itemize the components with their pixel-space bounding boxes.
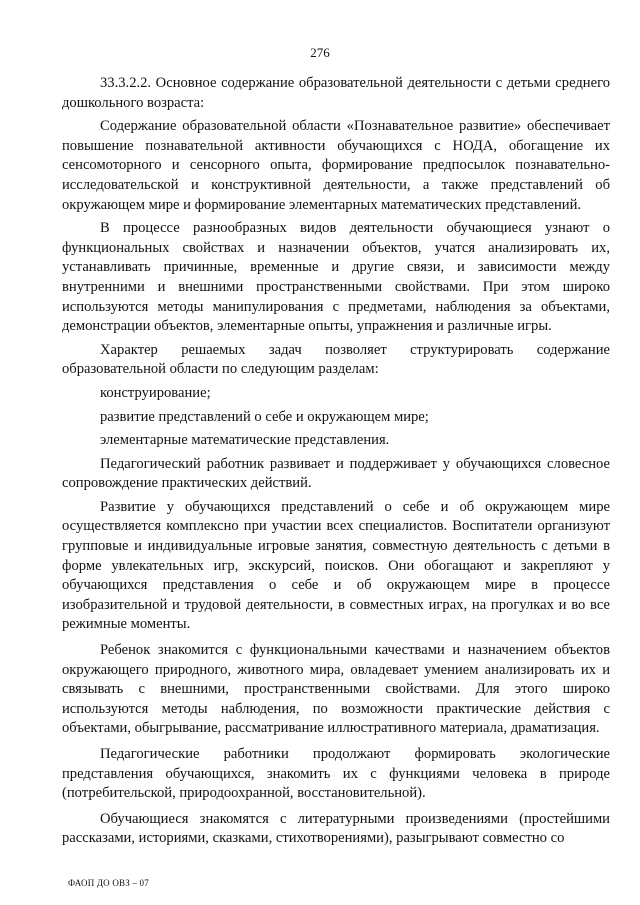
list-item: элементарные математические представления. <box>100 432 390 449</box>
body-paragraph: Обучающиеся знакомятся с литературными произведениями (простейшими рассказами, историями, сказками, стихотворениями), разыгрывают совместно со <box>62 810 610 847</box>
document-body <box>62 74 610 849</box>
list-item: развитие представлений о себе и окружающем мире; <box>100 408 429 425</box>
body-paragraph: В процессе разнообразных видов деятельности обучающиеся узнают о функциональных свойствах и назначении объектов, учатся анализировать их, устанавливать причинные, временные и другие связи, и зависимости между внутренними и внешними пространственными свойствами. При этом широко используются методы манипулирования с предметами, наблюдения за объектами, демонстрации объектов, элементарные опыты, упражнения и различные игры. <box>62 220 610 335</box>
body-paragraph: Ребенок знакомится с функциональными качествами и назначением объектов окружающего природного, животного мира, овладевает умением анализировать их и связывать с внешними, пространственными свойствами. Для этого широко используются методы наблюдения, по возможности практические действия с объектами, обыгрывание, рассматривание иллюстративного материала, драматизация. <box>62 642 610 737</box>
document-footer: ФАОП ДО ОВЗ – 07 <box>68 878 149 888</box>
body-paragraph: Характер решаемых задач позволяет структурировать содержание образовательной области по следующим разделам: <box>62 341 610 378</box>
body-paragraph: Содержание образовательной области «Познавательное развитие» обеспечивает повышение познавательной активности обучающихся с НОДА, обогащение их сенсомоторного и сенсорного опыта, формирование предпосылок познавательно-исследовательской и конструктивной деятельности, а также представлений об окружающем мире и формирование элементарных математических представлений. <box>62 118 610 213</box>
page-number: 276 <box>310 45 330 60</box>
list-item: конструирование; <box>100 384 211 401</box>
body-paragraph: Развитие у обучающихся представлений о себе и об окружающем мире осуществляется комплексно при участии всех специалистов. Воспитатели организуют групповые и индивидуальные игровые занятия, совместную деятельность с детьми в форме увлекательных игр, экскурсий, поисков. Они обогащают и закрепляют у обучающихся представления о себе и об окружающем мире в процессе изобразительной и трудовой деятельности, в совместных играх, на прогулках и во все режимные моменты. <box>62 498 610 633</box>
body-paragraph: Педагогические работники продолжают формировать экологические представления обучающихся, знакомить их с функциями человека в природе (потребительской, природоохранной, восстановительной). <box>62 746 610 802</box>
section-heading-paragraph: 33.3.2.2. Основное содержание образовательной деятельности с детьми среднего дошкольного возраста: <box>62 75 610 111</box>
body-paragraph: Педагогический работник развивает и поддерживает у обучающихся словесное сопровождение практических действий. <box>62 455 610 492</box>
